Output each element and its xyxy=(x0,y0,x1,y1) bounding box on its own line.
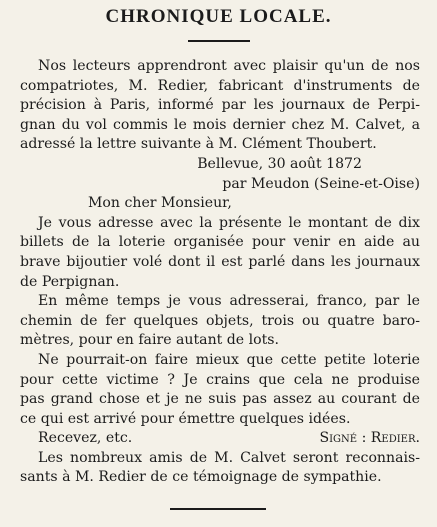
text-line: sants à M. Redier de ce témoignage de sympathie. xyxy=(20,469,382,486)
title-rule xyxy=(188,40,250,42)
closing-rule xyxy=(170,508,266,510)
text-line: gnan du vol commis le mois dernier chez M. Calvet, a xyxy=(20,116,420,133)
text-line: pour cette victime ? Je crains que cela ne produise xyxy=(20,371,420,388)
letter-salutation: Mon cher Monsieur, xyxy=(88,195,232,212)
text-line: adressé la lettre suivante à M. Clément Thoubert. xyxy=(20,136,377,153)
text-line: billets de la loterie organisée pour venir en aide au xyxy=(20,234,420,251)
text-line: mètres, pour en faire autant de lots. xyxy=(20,332,280,349)
letter-signature: Signé : Redier. xyxy=(319,430,420,447)
text-line: pas grand chose et je ne suis pas assez au courant de xyxy=(20,391,420,408)
text-line: brave bijoutier volé dont il est parlé dans les journaux xyxy=(20,253,420,270)
text-line: En même temps je vous adresserai, franco, par le xyxy=(38,293,420,310)
letter-place-address: par Meudon (Seine-et-Oise) xyxy=(222,175,420,192)
text-line: Nos lecteurs apprendront avec plaisir qu'un de nos xyxy=(38,58,420,74)
text-line: de Perpignan. xyxy=(20,273,120,290)
article-body xyxy=(20,57,420,488)
text-line: précision à Paris, informé par les journaux de Perpi- xyxy=(20,97,420,114)
text-line: Les nombreux amis de M. Calvet seront reconnais- xyxy=(38,449,420,466)
letter-closing-row xyxy=(20,429,420,449)
text-line: compatriotes, M. Redier, fabricant d'instruments de xyxy=(20,77,420,94)
text-line: Je vous adresse avec la présente le montant de dix xyxy=(38,214,420,231)
section-title: CHRONIQUE LOCALE. xyxy=(105,6,332,27)
text-line: ce qui est arrivé pour émettre quelques idées. xyxy=(20,410,351,427)
text-line: Ne pourrait-on faire mieux que cette petite loterie xyxy=(38,351,420,368)
text-line: chemin de fer quelques objets, trois ou quatre baro- xyxy=(20,312,420,329)
letter-place-date: Bellevue, 30 août 1872 xyxy=(197,155,362,172)
letter-closing: Recevez, etc. xyxy=(38,430,133,447)
